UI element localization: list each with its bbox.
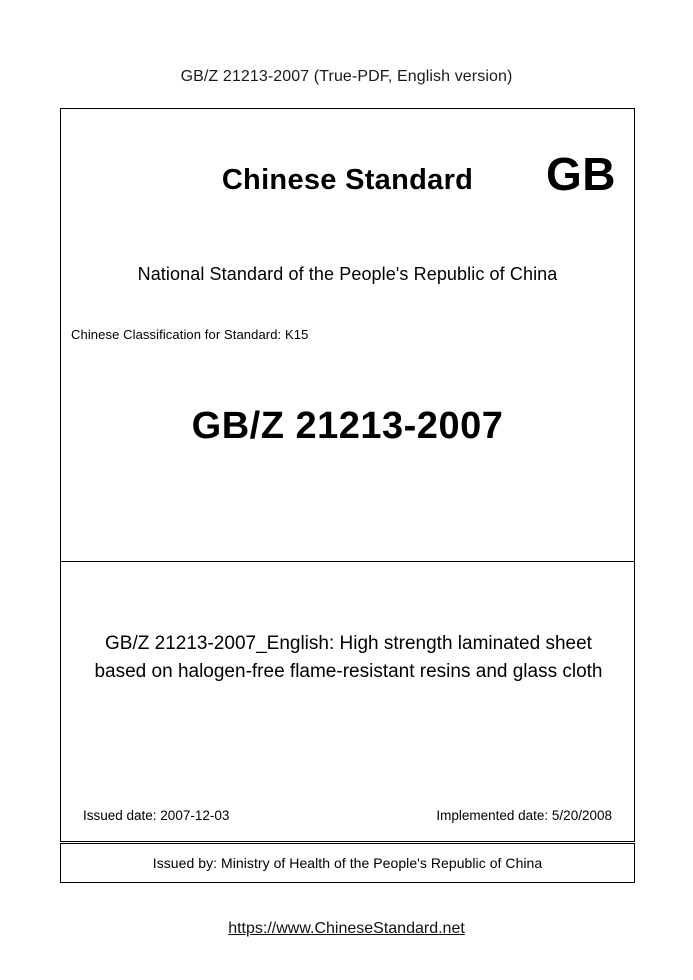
cover-title-box	[60, 108, 635, 562]
issued-date: Issued date: 2007-12-03	[83, 808, 230, 823]
website-link[interactable]: https://www.ChineseStandard.net	[228, 920, 465, 937]
national-standard-line: National Standard of the People's Republic of China	[137, 264, 558, 284]
issuer-text: Issued by: Ministry of Health of the People's Republic of China	[152, 855, 543, 871]
cover-title: Chinese Standard	[221, 164, 474, 196]
implemented-date: Implemented date: 5/20/2008	[436, 808, 612, 823]
description-box	[60, 562, 635, 842]
standard-description: GB/Z 21213-2007_English: High strength laminated sheet based on halogen-free flame-resistant resins and glass cloth	[94, 633, 603, 682]
page-caption: GB/Z 21213-2007 (True-PDF, English version)	[180, 68, 513, 85]
classification-code: Chinese Classification for Standard: K15	[71, 327, 309, 342]
standard-number: GB/Z 21213-2007	[191, 405, 504, 447]
issuer-box	[60, 843, 635, 883]
gb-logo-mark: GB	[546, 148, 616, 200]
